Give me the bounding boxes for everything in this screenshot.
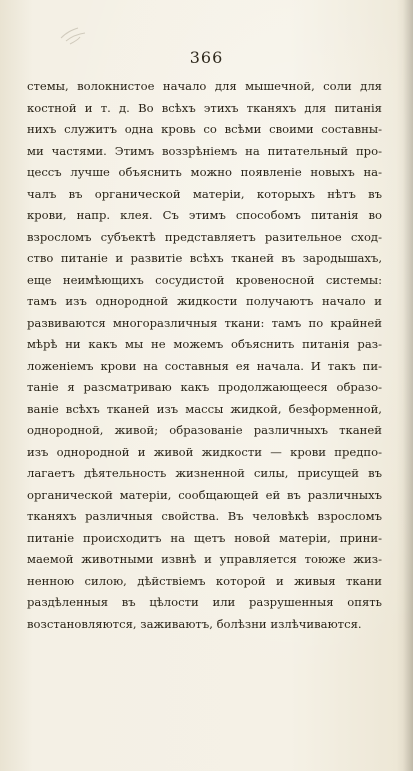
text-line: ложеніемъ крови на составныя ея начала. И такъ пи- <box>27 358 382 373</box>
text-line: крови, напр. клея. Съ этимъ способомъ питанія во <box>27 208 382 222</box>
text-line: маемой животными извнѣ и управляется тоюже жиз- <box>27 552 382 566</box>
text-line: однородной, живой; образованіе различныхъ тканей <box>27 423 382 437</box>
spine-shadow <box>403 0 413 771</box>
body-text <box>27 76 382 635</box>
text-line: еще неимѣющихъ сосудистой кровеносной системы: <box>27 272 382 287</box>
text-line: таніе я разсматриваю какъ продолжающееся образо- <box>27 380 382 394</box>
text-line: изъ однородной и живой жидкости — крови предпо- <box>27 444 382 459</box>
text-line: нихъ служитъ одна кровь со всѣми своими составны- <box>27 122 382 136</box>
ink-mark-icon <box>58 24 88 46</box>
text-line: ваніе всѣхъ тканей изъ массы жидкой, безформенной, <box>27 401 382 416</box>
text-line: органической матеріи, сообщающей ей въ различныхъ <box>27 487 382 502</box>
text-line: стемы, волокнистое начало для мышечной, соли для <box>27 79 382 93</box>
text-line: возстановляются, заживаютъ, болѣзни излѣчиваются. <box>27 616 362 631</box>
text-line: ми частями. Этимъ воззрѣніемъ на питательный про- <box>27 143 382 158</box>
text-line: чалъ въ органической матеріи, которыхъ нѣтъ въ <box>27 186 382 201</box>
text-line: питаніе происходитъ на щетъ новой матеріи, прини- <box>27 530 382 545</box>
text-line: цессъ лучше объяснить можно появленіе новыхъ на- <box>27 165 382 179</box>
text-line: костной и т. д. Во всѣхъ этихъ тканяхъ для питанія <box>27 100 382 115</box>
text-line: лагаетъ дѣятельность жизненной силы, присущей въ <box>27 466 382 480</box>
page-number: 366 <box>189 48 224 67</box>
text-line: ство питаніе и развитіе всѣхъ тканей въ зародышахъ, <box>27 251 382 265</box>
text-line: мѣрѣ ни какъ мы не можемъ объяснить питанія раз- <box>27 337 382 351</box>
text-line: тамъ изъ однородной жидкости получаютъ начало и <box>27 294 382 308</box>
text-line: развиваются многоразличныя ткани: тамъ по крайней <box>27 315 382 330</box>
text-line: ненною силою, дѣйствіемъ которой и живыя ткани <box>27 573 382 588</box>
text-line: раздѣленныя въ цѣлости или разрушенныя опять <box>27 595 382 609</box>
text-line: тканяхъ различныя свойства. Въ человѣкѣ взросломъ <box>27 509 382 523</box>
text-line: взросломъ субъектѣ представляетъ разительное сход- <box>27 229 382 244</box>
